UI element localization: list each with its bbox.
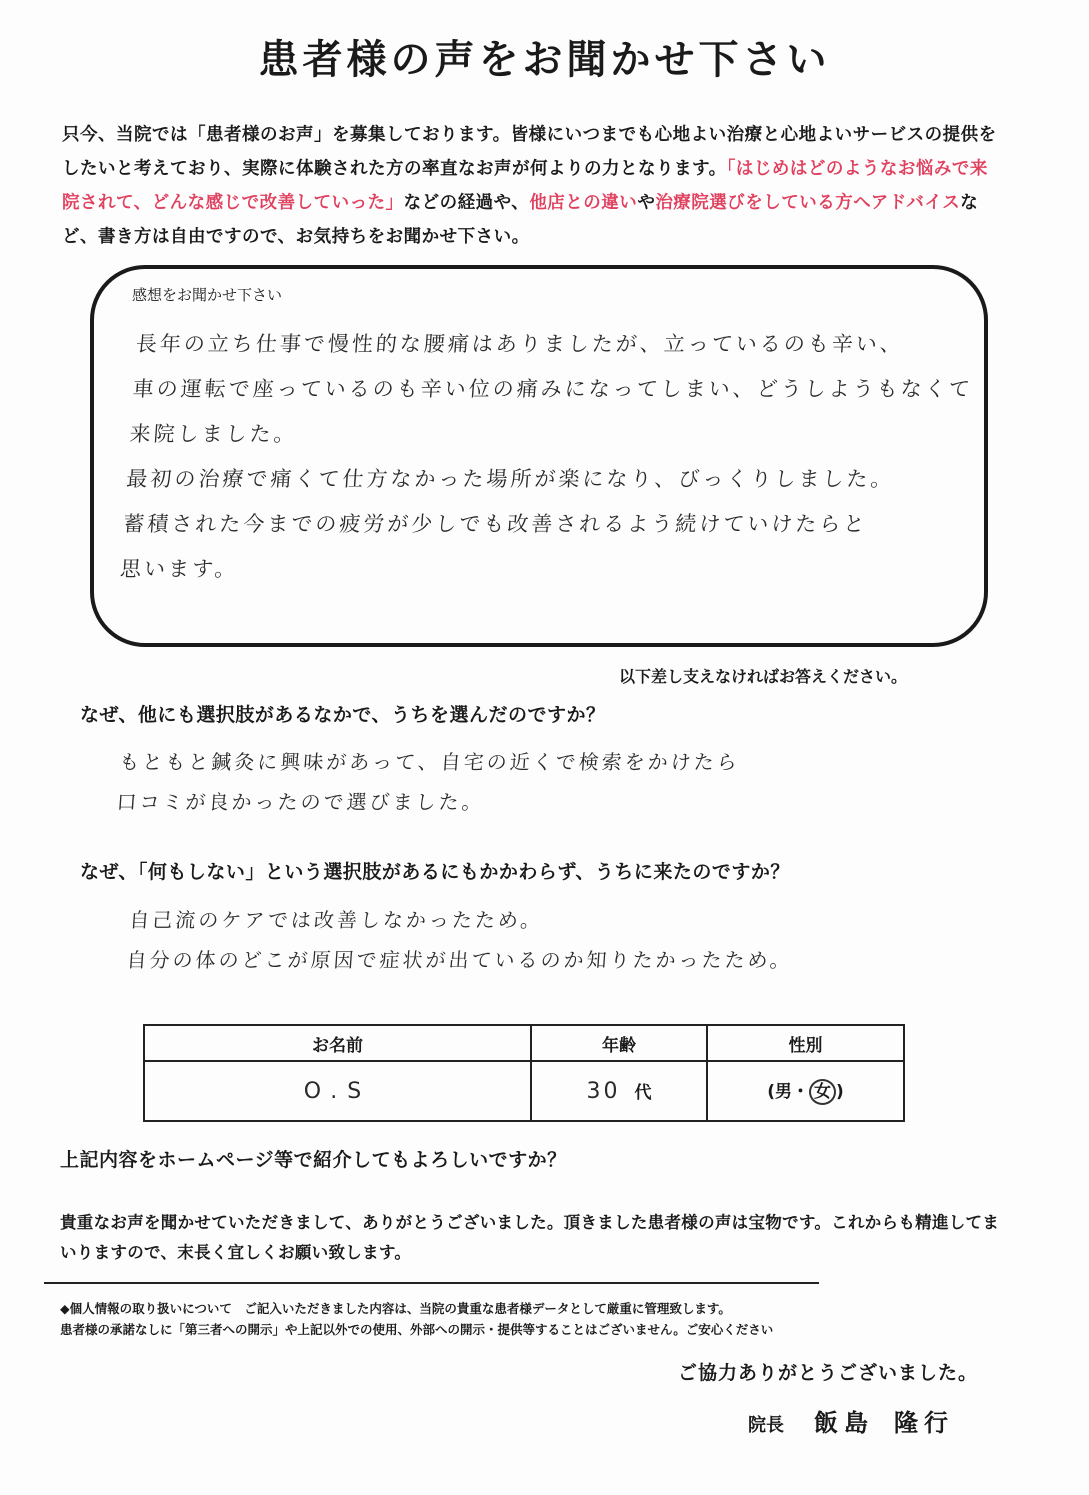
privacy-line: 患者様の承諾なしに「第三者への開示」や上記以外での使用、外部への開示・提供等することはございません。ご安心ください bbox=[60, 1322, 774, 1337]
answer-line: 車の運転で座っているのも辛い位の痛みになってしまい、どうしようもなくて bbox=[131, 377, 974, 401]
age-header: 年齢 bbox=[531, 1025, 707, 1061]
intro-text bbox=[62, 118, 1002, 254]
age-field[interactable] bbox=[531, 1061, 707, 1121]
cooperation-text: ご協力ありがとうございました。 bbox=[677, 1362, 978, 1384]
age-value: 30 bbox=[586, 1079, 621, 1104]
gender-open: (男・ bbox=[767, 1082, 809, 1102]
intro-part-2: などの経過や、 bbox=[403, 193, 530, 213]
gender-header: 性別 bbox=[707, 1025, 904, 1061]
signature-given: 隆行 bbox=[894, 1409, 954, 1437]
answer-line: 自分の体のどこが原因で症状が出ているのか知りたかったため。 bbox=[125, 948, 794, 972]
signature bbox=[748, 1403, 954, 1438]
patient-info-table bbox=[143, 1024, 905, 1122]
answer-line: 思います。 bbox=[119, 557, 240, 581]
answer-line: もともと鍼灸に興味があって、自宅の近くで検索をかけたら bbox=[118, 750, 741, 774]
question-3: 上記内容をホームページ等で紹介してもよろしいですか？ bbox=[60, 1149, 567, 1171]
signature-role: 院長 bbox=[748, 1415, 784, 1436]
privacy-line: ◆個人情報の取り扱いについて ご記入いただきました内容は、当院の貴重な患者様データとして厳重に管理致します。 bbox=[60, 1301, 731, 1316]
gender-selected: 女 bbox=[809, 1079, 836, 1105]
answer-line: 自己流のケアでは改善しなかったため。 bbox=[128, 908, 545, 932]
name-header: お名前 bbox=[144, 1025, 531, 1061]
signature-surname: 飯島 bbox=[814, 1409, 874, 1437]
answer-line: 口コミが良かったので選びました。 bbox=[115, 790, 486, 814]
gender-field[interactable] bbox=[707, 1061, 904, 1121]
thanks-text: 貴重なお声を聞かせていただきまして、ありがとうございました。頂きました患者様の声は宝物です。これからも精進してまいりますので、末長く宜しくお願い致します。 bbox=[60, 1213, 1000, 1262]
privacy-notice bbox=[60, 1298, 773, 1340]
name-field[interactable] bbox=[144, 1061, 531, 1121]
intro-part-3: や bbox=[637, 193, 656, 213]
answer-line: 長年の立ち仕事で慢性的な腰痛はありましたが、立っているのも辛い、 bbox=[135, 332, 905, 356]
optional-note: 以下差し支えなければお答えください。 bbox=[618, 667, 907, 686]
intro-part-4: など、書き方は自由ですので、お気持ちをお聞かせ下さい。 bbox=[62, 193, 979, 247]
impressions-answer bbox=[119, 322, 998, 592]
age-suffix: 代 bbox=[634, 1083, 652, 1103]
question-1: なぜ、他にも選択肢があるなかで、うちを選んだのですか？ bbox=[80, 704, 606, 726]
intro-highlight-3: 治療院選びをしている方へアドバイス bbox=[655, 193, 961, 213]
answer-2 bbox=[125, 900, 797, 980]
intro-part-1: 只今、当院では「患者様のお声」を募集しております。皆様にいつまでも心地よい治療と心地よいサービスの提供をしたいと考えており、実際に体験された方の率直なお声が何よりの力となります。 bbox=[62, 125, 997, 179]
divider bbox=[44, 1282, 819, 1284]
answer-line: 最初の治療で痛くて仕方なかった場所が楽になり、びっくりしました。 bbox=[125, 467, 896, 491]
answer-line: 蓄積された今までの疲労が少しでも改善されるよう続けていけたらと bbox=[122, 512, 869, 536]
intro-highlight-1: 「はじめはどのようなお悩みで来院されて、どんな感じで改善していった」 bbox=[62, 159, 988, 213]
answer-line: 来院しました。 bbox=[128, 422, 299, 446]
impressions-label: 感想をお聞かせ下さい bbox=[132, 286, 283, 304]
gender-close: ) bbox=[836, 1082, 844, 1102]
intro-highlight-2: 他店との違い bbox=[529, 193, 638, 213]
name-value: O.S bbox=[303, 1078, 372, 1104]
question-2: なぜ、「何もしない」という選択肢があるにもかかわらず、うちに来たのですか？ bbox=[80, 861, 790, 883]
answer-1 bbox=[115, 742, 741, 822]
page-title: 患者様の声をお聞かせ下さい bbox=[258, 37, 831, 83]
